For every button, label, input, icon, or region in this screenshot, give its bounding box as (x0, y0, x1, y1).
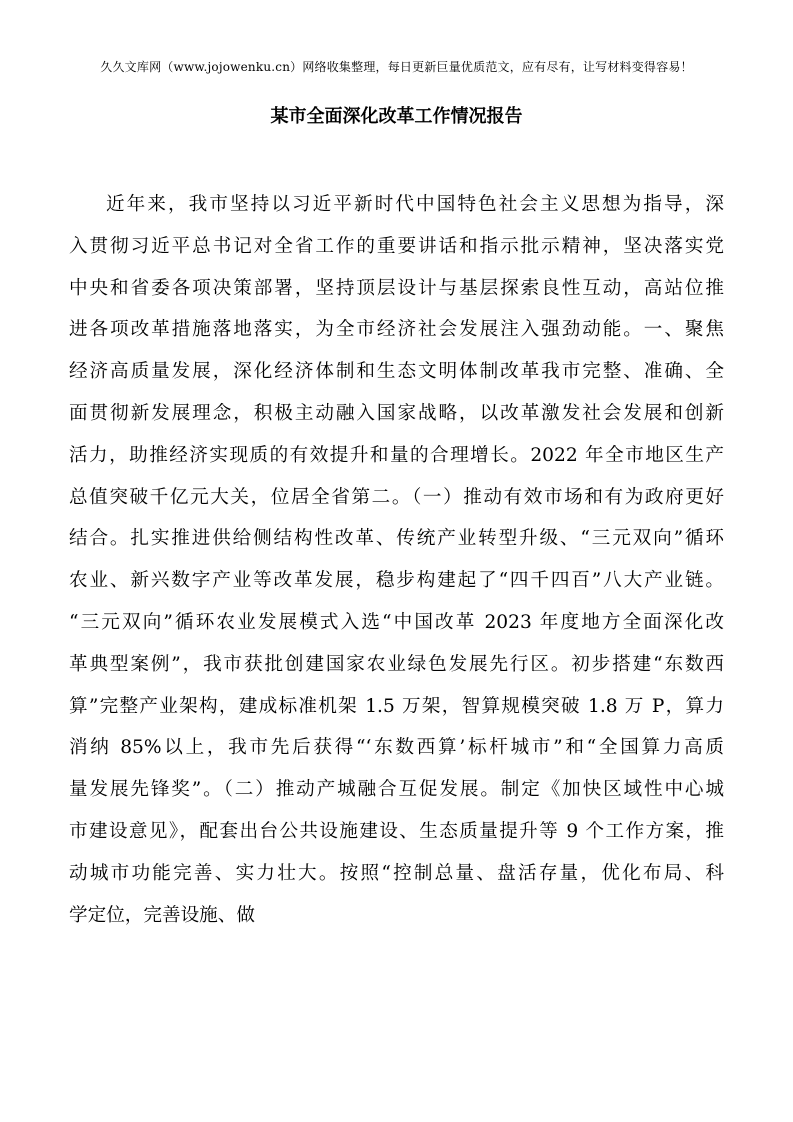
body-line: 入贯彻习近平总书记对全省工作的重要讲话和指示批示精神，坚决落实党 (69, 235, 724, 257)
body-line: 市建设意见》，配套出台公共设施建设、生态质量提升等 9 个工作方案，推 (69, 820, 724, 842)
body-line: 进各项改革措施落地落实，为全市经济社会发展注入强劲动能。一、聚焦 (69, 319, 724, 341)
body-line: 总值突破千亿元大关，位居全省第二。（一）推动有效市场和有为政府更好 (69, 486, 724, 508)
body-line: 农业、新兴数字产业等改革发展，稳步构建起了“四千四百”八大产业链。 (69, 570, 724, 592)
body-line: 面贯彻新发展理念，积极主动融入国家战略，以改革激发社会发展和创新 (69, 402, 724, 424)
body-line: 经济高质量发展，深化经济体制和生态文明体制改革我市完整、准确、全 (69, 361, 724, 383)
page-header: 久久文库网（www.jojowenku.cn）网络收集整理，每日更新巨量优质范文，应有尽有，让写材料变得容易！ (100, 60, 693, 74)
body-line: 消纳 85%以上，我市先后获得“‘东数西算’标杆城市”和“全国算力高质 (69, 737, 724, 759)
body-line: 近年来，我市坚持以习近平新时代中国特色社会主义思想为指导，深 (106, 194, 724, 215)
document-title: 某市全面深化改革工作情况报告 (270, 106, 523, 127)
body-line: 算”完整产业架构，建成标准机架 1.5 万架，智算规模突破 1.8 万 P，算力 (69, 695, 724, 717)
document-body (69, 184, 724, 936)
body-line: 学定位，完善设施、做 (69, 904, 255, 926)
body-line: 结合。扎实推进供给侧结构性改革、传统产业转型升级、“三元双向”循环 (69, 528, 724, 550)
body-line: “三元双向”循环农业发展模式入选“中国改革 2023 年度地方全面深化改 (69, 611, 724, 633)
body-line: 动城市功能完善、实力壮大。按照“控制总量、盘活存量，优化布局、科 (69, 862, 724, 884)
body-line: 中央和省委各项决策部署，坚持顶层设计与基层探索良性互动，高站位推 (69, 277, 724, 299)
body-line: 革典型案例”，我市获批创建国家农业绿色发展先行区。初步搭建“东数西 (69, 653, 724, 675)
body-line: 活力，助推经济实现质的有效提升和量的合理增长。2022 年全市地区生产 (69, 444, 724, 466)
body-line: 量发展先锋奖”。（二）推动产城融合互促发展。制定《加快区域性中心城 (69, 779, 724, 801)
